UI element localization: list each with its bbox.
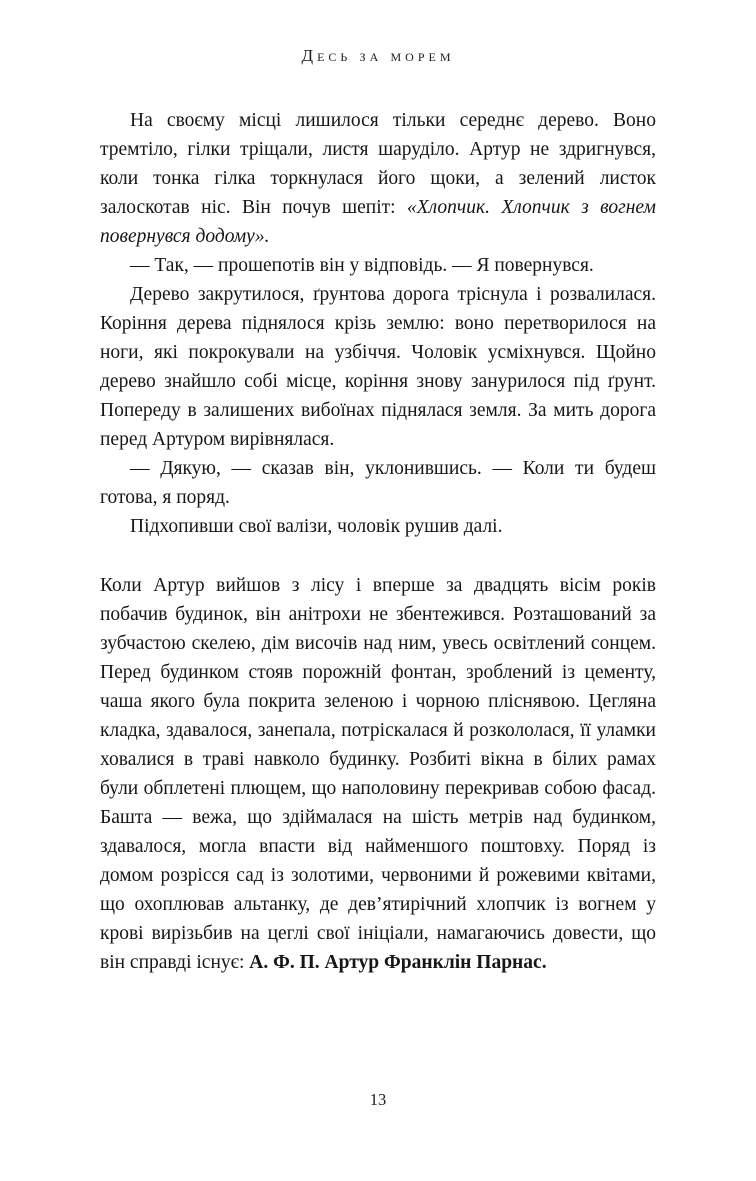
paragraph-text: Підхопивши свої валізи, чоловік рушив далі. <box>130 516 503 537</box>
running-header: Десь за морем <box>301 46 455 65</box>
paragraph-section-start <box>100 571 656 977</box>
paragraph-text: — Дякую, — сказав він, уклонившись. — Коли ти будеш готова, я поряд. <box>100 458 656 508</box>
paragraph <box>100 106 656 251</box>
paragraph-text: Коли Артур вийшов з лісу і вперше за двадцять вісім років побачив будинок, він анітрохи не збентежився. Розташований за зубчастою скелею, дім височів над ним, увесь освітлений сонцем. Перед будинком стояв порожній фонтан, зроблений із цементу, чаша якого була покрита зеленою і чорною пліснявою. Цегляна кладка, здавалося, занепала, потріскалася й розкололася, її уламки ховалися в траві навколо будинку. Розбиті вікна в білих рамах були обплетені плющем, що наполовину перекривав собою фасад. Башта — вежа, що здіймалася на шість метрів над будинком, здавалося, могла впасти від найменшого поштовху. Поряд із домом розрісся сад із золотими, червоними й рожевими квітами, що охоплював альтанку, де дев’ятирічний хлопчик із вогнем у крові вирізьбив на цеглі свої ініціали, намагаючись довести, що він справді існує: <box>100 575 656 973</box>
paragraph-dialogue <box>100 454 656 512</box>
paragraph <box>100 280 656 454</box>
paragraph <box>100 512 656 541</box>
paragraph-text: Дерево закрутилося, ґрунтова дорога тріснула і розвалилася. Коріння дерева піднялося крізь землю: воно перетворилося на ноги, які покрокували на узбіччя. Чоловік усміхнувся. Щойно дерево знайшло собі місце, коріння знову занурилося під ґрунт. Попереду в залишених вибоїнах піднялася земля. За мить дорога перед Артуром вирівнялася. <box>100 284 656 450</box>
paragraph-text: — Так, — прошепотів він у відповідь. — Я повернувся. <box>130 255 594 276</box>
paragraph-text: На своєму місці лишилося тільки середнє дерево. Воно тремтіло, гілки тріщали, листя шаруділо. Артур не здригнувся, коли тонка гілка торкнулася його щоки, а зелений листок залоскотав ніс. Він почув шепіт: <box>100 110 656 218</box>
page-body <box>100 106 656 977</box>
page-number: 13 <box>369 1090 387 1109</box>
paragraph-bold-text: А. Ф. П. Артур Франклін Парнас. <box>249 952 547 973</box>
paragraph-italic-text: «Хлопчик. Хлопчик з вогнем повернувся додому». <box>100 197 656 247</box>
paragraph-dialogue <box>100 251 656 280</box>
